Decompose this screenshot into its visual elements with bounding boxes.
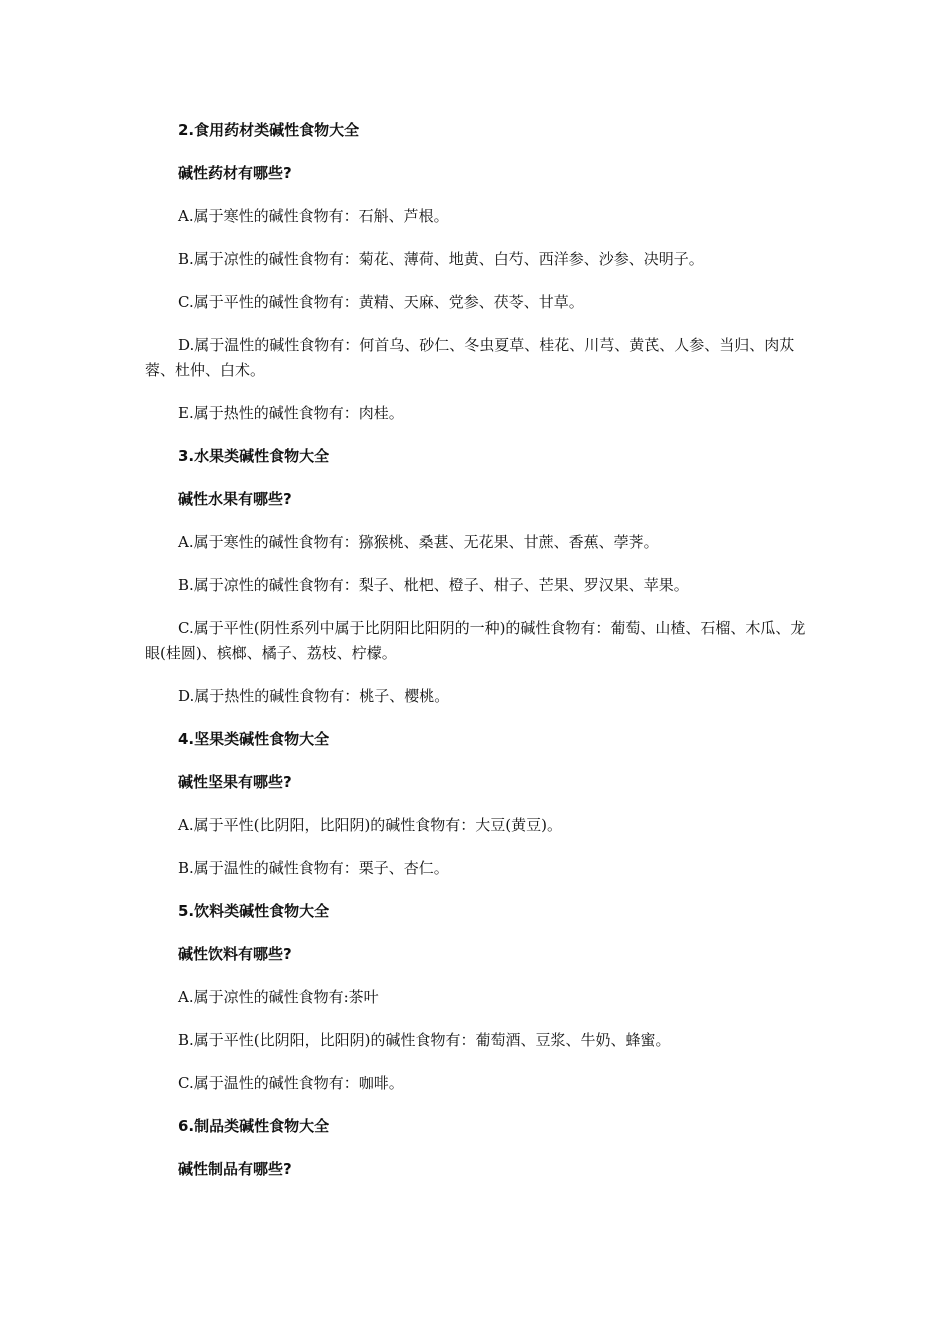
section-heading: 4.坚果类碱性食物大全 (178, 730, 330, 748)
section-herbs (145, 118, 810, 426)
list-item: E.属于热性的碱性食物有：肉桂。 (178, 404, 404, 422)
section-question: 碱性坚果有哪些? (178, 773, 292, 791)
list-item: A.属于凉性的碱性食物有:茶叶 (178, 988, 379, 1006)
list-item: B.属于温性的碱性食物有：栗子、杏仁。 (178, 859, 449, 877)
section-heading: 5.饮料类碱性食物大全 (178, 902, 330, 920)
document-body (145, 118, 810, 1200)
list-item: B.属于平性(比阴阳，比阳阴)的碱性食物有：葡萄酒、豆浆、牛奶、蜂蜜。 (178, 1031, 671, 1049)
section-heading: 2.食用药材类碱性食物大全 (178, 121, 360, 139)
section-nuts (145, 727, 810, 881)
list-item: C.属于平性的碱性食物有：黄精、天麻、党参、茯苓、甘草。 (178, 293, 584, 311)
list-item: B.属于凉性的碱性食物有：梨子、枇杷、橙子、柑子、芒果、罗汉果、苹果。 (178, 576, 689, 594)
section-products (145, 1114, 810, 1182)
section-fruits (145, 444, 810, 709)
list-item: C.属于平性(阴性系列中属于比阴阳比阳阴的一种)的碱性食物有：葡萄、山楂、石榴、木瓜、龙眼(桂圆)、槟榔、橘子、荔枝、柠檬。 (145, 619, 806, 662)
list-item: D.属于热性的碱性食物有：桃子、樱桃。 (178, 687, 450, 705)
list-item: D.属于温性的碱性食物有：何首乌、砂仁、冬虫夏草、桂花、川芎、黄芪、人参、当归、肉苁蓉、杜仲、白术。 (145, 336, 795, 379)
section-question: 碱性饮料有哪些? (178, 945, 292, 963)
section-question: 碱性水果有哪些? (178, 490, 292, 508)
list-item: C.属于温性的碱性食物有：咖啡。 (178, 1074, 404, 1092)
list-item: A.属于平性(比阴阳，比阳阴)的碱性食物有：大豆(黄豆)。 (178, 816, 563, 834)
section-drinks (145, 899, 810, 1096)
section-heading: 3.水果类碱性食物大全 (178, 447, 330, 465)
list-item: A.属于寒性的碱性食物有：石斛、芦根。 (178, 207, 449, 225)
list-item: B.属于凉性的碱性食物有：菊花、薄荷、地黄、白芍、西洋参、沙参、决明子。 (178, 250, 704, 268)
section-heading: 6.制品类碱性食物大全 (178, 1117, 330, 1135)
section-question: 碱性制品有哪些? (178, 1160, 292, 1178)
section-question: 碱性药材有哪些? (178, 164, 292, 182)
list-item: A.属于寒性的碱性食物有：猕猴桃、桑葚、无花果、甘蔗、香蕉、荸荠。 (178, 533, 659, 551)
